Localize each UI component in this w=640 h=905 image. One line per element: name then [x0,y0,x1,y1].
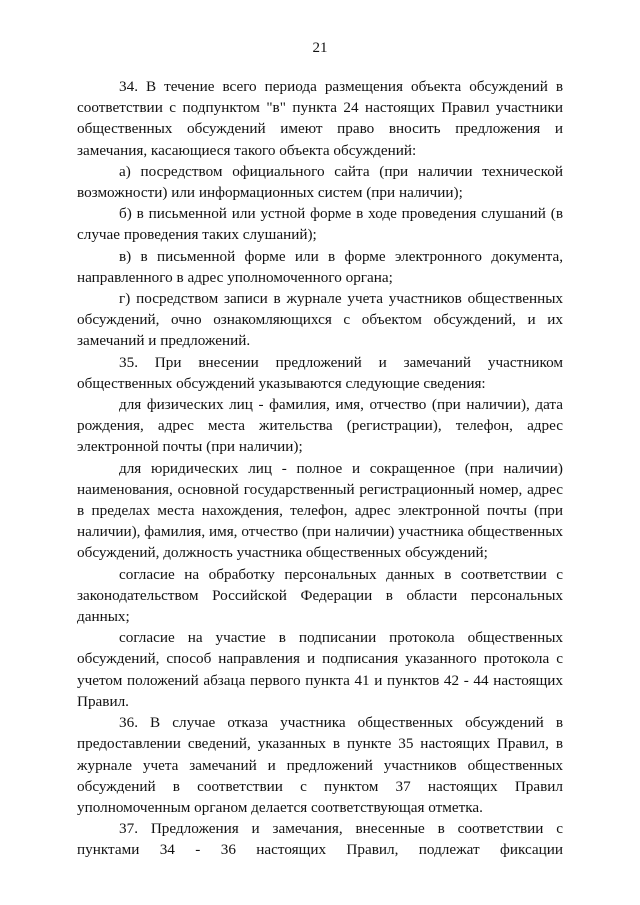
item-g: г) посредством записи в журнале учета участников общественных обсуждений, очно ознакомляющихся с объектом обсуждений, и их замечаний и предложений. [77,290,563,350]
document-body [77,76,563,861]
item-v: в) в письменной форме или в форме электронного документа, направленного в адрес уполномоченного органа; [77,247,563,286]
paragraph-36: 36. В случае отказа участника общественных обсуждений в предоставлении сведений, указанных в пункте 35 настоящих Правил, в журнале учета замечаний и предложений участников общественных обсуждений в соответствии с пунктом 37 настоящих Правил уполномоченным органом делается соответствующая отметка. [77,714,563,816]
consent-protocol: согласие на участие в подписании протокола общественных обсуждений, способ направления и подписания указанного протокола с учетом положений абзаца первого пункта 41 и пунктов 42 - 44 настоящих Правил. [77,629,563,710]
paragraph-35: 35. При внесении предложений и замечаний участником общественных обсуждений указываются следующие сведения: [77,353,563,392]
page-number: 21 [312,40,328,56]
paragraph-34: 34. В течение всего периода размещения объекта обсуждений в соответствии с подпунктом "в" пункта 24 настоящих Правил участники общественных обсуждений имеют право вносить предложения и замечания, касающиеся такого объекта обсуждений: [77,78,563,159]
legal-entities-info: для юридических лиц - полное и сокращенное (при наличии) наименования, основной государственный регистрационный номер, адрес в пределах места нахождения, телефон, адрес электронной почты (при наличии), фамилия, имя, отчество (при наличии) участника общественных обсуждений, должность участника общественных обсуждений; [77,459,563,562]
paragraph-37: 37. Предложения и замечания, внесенные в соответствии с пунктами 34 - 36 настоящих Правил, подлежат фиксации [77,820,563,859]
item-b: б) в письменной или устной форме в ходе проведения слушаний (в случае проведения таких слушаний); [77,205,563,244]
individuals-info: для физических лиц - фамилия, имя, отчество (при наличии), дата рождения, адрес места жительства (регистрации), телефон, адрес электронной почты (при наличии); [77,396,563,456]
item-a: а) посредством официального сайта (при наличии технической возможности) или информационных систем (при наличии); [77,162,563,202]
consent-personal-data: согласие на обработку персональных данных в соответствии с законодательством Российской Федерации в области персональных данных; [77,565,563,626]
